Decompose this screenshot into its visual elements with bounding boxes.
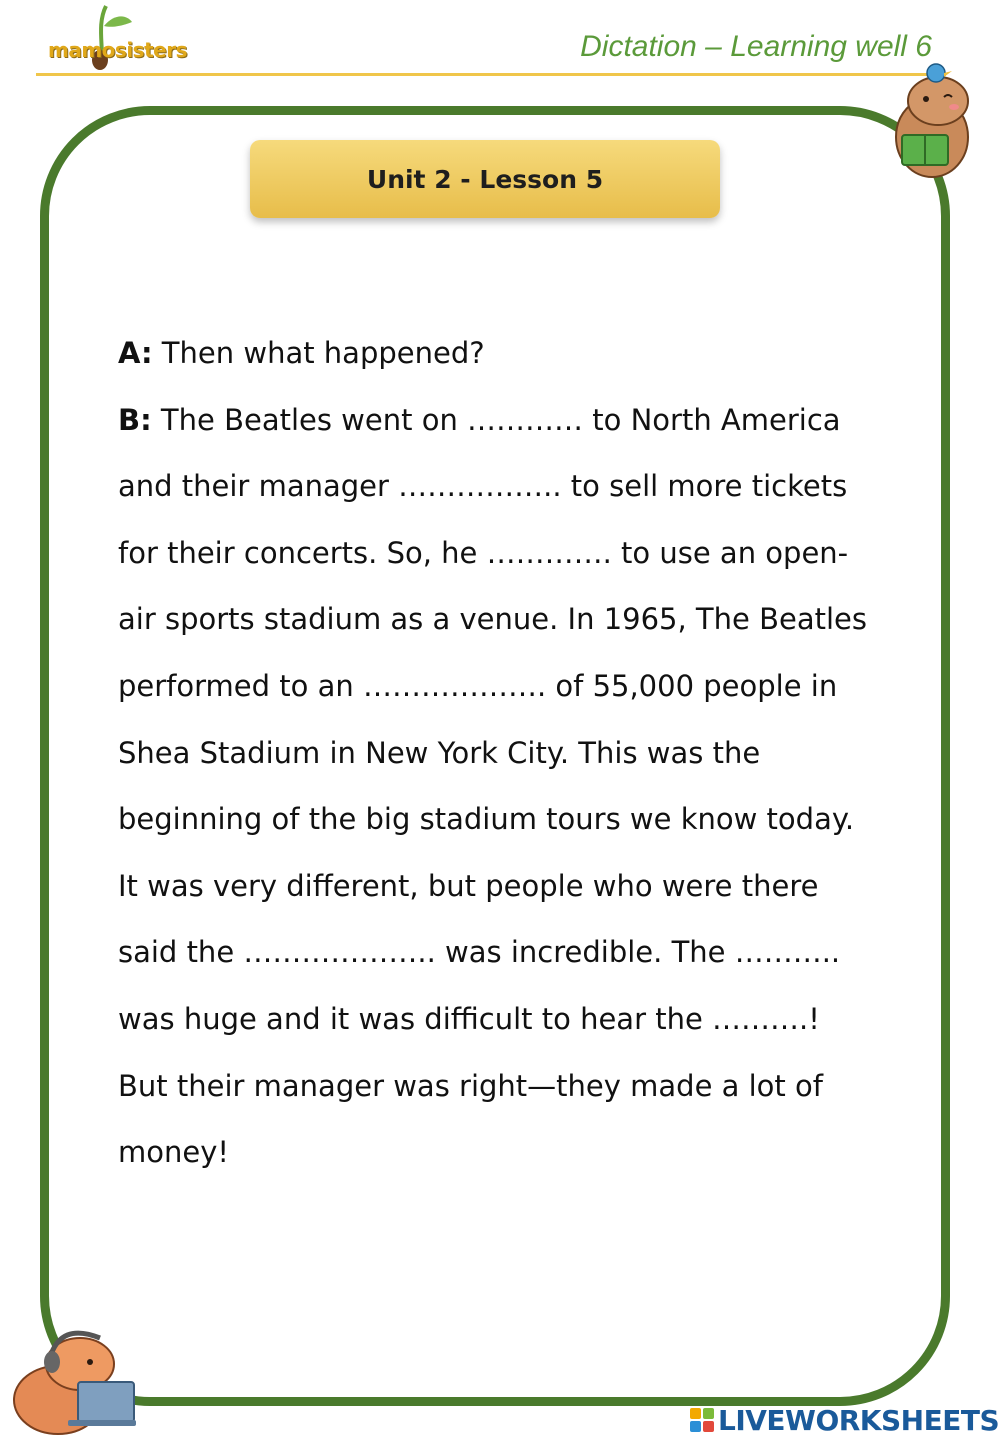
- lesson-banner: [250, 140, 720, 218]
- text-line: [118, 720, 898, 787]
- speaker-label: A:: [118, 336, 153, 370]
- text-line: [118, 320, 898, 387]
- text-line: [118, 520, 898, 587]
- header-divider: [36, 73, 946, 76]
- lesson-title: Unit 2 - Lesson 5: [366, 164, 604, 194]
- text-line: [118, 919, 898, 986]
- text-line: [118, 586, 898, 653]
- brand-text: LIVEWORKSHEETS: [718, 1403, 1000, 1437]
- line-text: Shea Stadium in New York City. This was the: [118, 735, 761, 770]
- text-line: [118, 387, 898, 454]
- text-line: [118, 1053, 898, 1120]
- logo-text: mamosisters: [48, 38, 187, 62]
- line-text: beginning of the big stadium tours we know today.: [118, 802, 855, 837]
- brand-logo: [40, 0, 187, 80]
- text-line: [118, 853, 898, 920]
- text-line: [118, 653, 898, 720]
- line-text: air sports stadium as a venue. In 1965, The Beatles: [118, 602, 867, 637]
- text-line: [118, 986, 898, 1053]
- line-text: money!: [118, 1135, 230, 1170]
- line-text: for their concerts. So, he …………. to use an open-: [118, 535, 849, 570]
- text-line: [118, 453, 898, 520]
- capybara-headphones-laptop-icon: [8, 1312, 138, 1437]
- footer-brand: [690, 1400, 999, 1440]
- line-text: was huge and it was difficult to hear the ……….!: [118, 1001, 820, 1036]
- line-text: It was very different, but people who were there: [118, 868, 819, 903]
- line-text: But their manager was right—they made a lot of: [118, 1068, 823, 1103]
- line-text: said the ……………….. was incredible. The ………..: [118, 935, 841, 970]
- text-line: [118, 786, 898, 853]
- line-text: performed to an ………………. of 55,000 people in: [118, 668, 838, 703]
- line-text: and their manager …………….. to sell more tickets: [118, 469, 848, 504]
- dictation-text: [118, 320, 898, 1186]
- brand-blocks-icon: [690, 1408, 714, 1432]
- text-line: [118, 1119, 898, 1186]
- page-title: Dictation – Learning well 6: [580, 30, 932, 63]
- line-text: Then what happened?: [152, 336, 485, 370]
- speaker-label: B:: [118, 402, 152, 437]
- capybara-reading-book-icon: [880, 55, 980, 190]
- line-text: The Beatles went on ………… to North America: [151, 402, 841, 437]
